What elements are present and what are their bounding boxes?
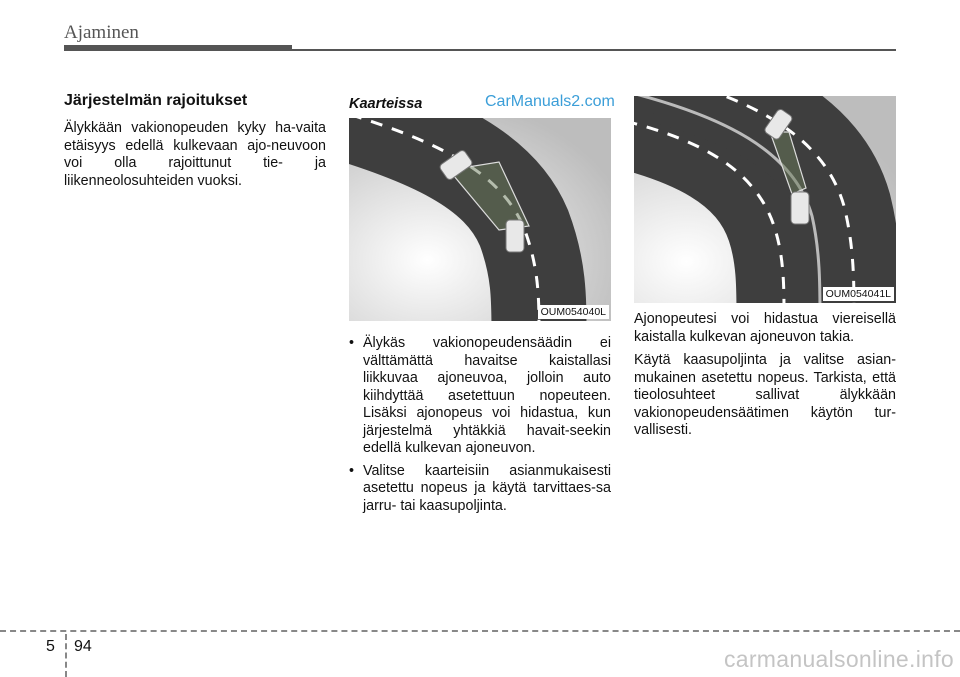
list-item: • Älykäs vakionopeudensäädin ei välttämättä havaitse kaistallasi liikkuvaa ajoneuvoa, jolloin auto kiihdyttää asetettuun nopeuteen. Lisäksi ajonopeus voi hidastua, kun järjestelmä yhtäkkiä havait-seekin edellä kulkevan ajoneuvon. xyxy=(349,335,611,458)
footer-divider xyxy=(65,634,67,677)
chapter-number: 5 xyxy=(46,638,55,655)
curves-bullet-list xyxy=(349,335,611,520)
limitations-heading: Järjestelmän rajoitukset xyxy=(64,92,248,109)
advice-paragraph: Käytä kaasupoljinta ja valitse asian-mukainen asetettu nopeus. Tarkista, että tieolosuhteet sallivat älykkään vakionopeudensäätimen käytön tur-vallisesti. xyxy=(634,352,896,438)
left-column xyxy=(64,92,326,190)
watermark-bottom[interactable]: carmanualsonline.info xyxy=(723,646,954,672)
adjacent-lane-paragraph: Ajonopeutesi voi hidastua viereisellä kaistalla kulkevan ajoneuvon takia. xyxy=(634,311,896,345)
curve-figure-same-lane xyxy=(349,118,611,321)
curve-road-illustration xyxy=(349,118,611,321)
figure-code: OUM054040L xyxy=(538,305,609,319)
section-title: Ajaminen xyxy=(64,22,139,43)
figure-code: OUM054041L xyxy=(823,287,894,301)
header-rule xyxy=(64,49,896,51)
curve-figure-adjacent-lane xyxy=(634,96,896,303)
list-item: • Valitse kaarteisiin asianmukaisesti asetettu nopeus ja käytä tarvittaes-sa jarru- tai kaasupoljinta. xyxy=(349,463,611,516)
curve-road-illustration xyxy=(634,96,896,303)
limitations-paragraph: Älykkään vakionopeuden kyky ha-vaita etäisyys edellä kulkevaan ajo-neuvoon voi olla rajoittunut tie- ja liikenneolosuhteiden vuoksi. xyxy=(64,120,326,189)
footer-rule xyxy=(0,630,960,632)
own-car-icon xyxy=(791,192,809,224)
watermark-top[interactable]: CarManuals2.com xyxy=(485,93,615,110)
page-number: 94 xyxy=(74,638,92,655)
own-car-icon xyxy=(506,220,524,252)
curves-subheading: Kaarteissa xyxy=(349,96,423,112)
right-column xyxy=(634,311,896,446)
